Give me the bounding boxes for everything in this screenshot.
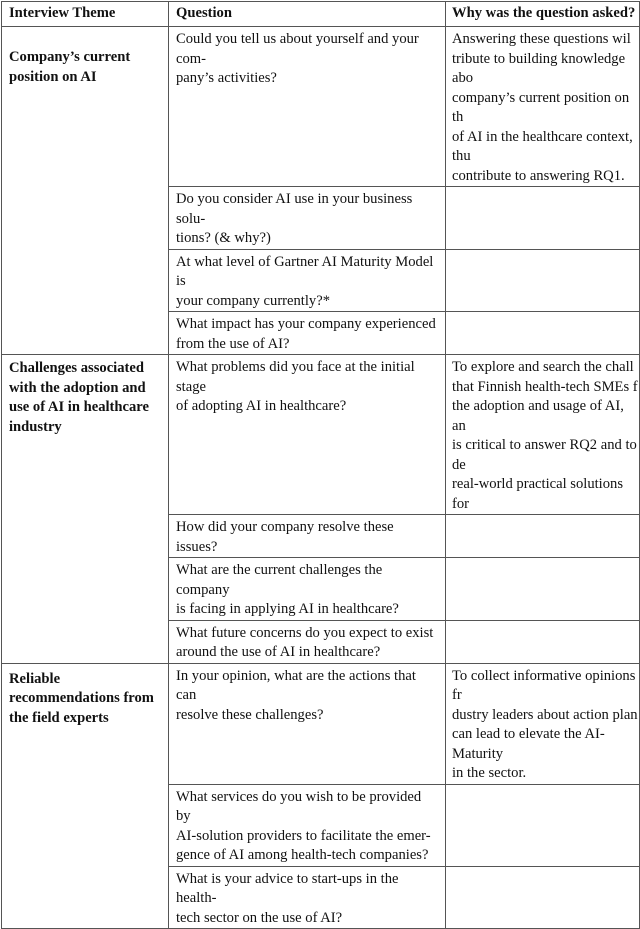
header-question: Question bbox=[169, 2, 446, 27]
question-cell: What is your advice to start-ups in the health- tech sector on the use of AI? bbox=[169, 866, 446, 929]
table-row bbox=[2, 27, 640, 187]
question-cell: Could you tell us about yourself and your com- pany’s activities? bbox=[169, 27, 446, 187]
question-cell: What are the current challenges the company is facing in applying AI in healthcare? bbox=[169, 558, 446, 621]
table-row bbox=[2, 663, 640, 784]
header-theme: Interview Theme bbox=[2, 2, 169, 27]
reason-cell-empty bbox=[446, 187, 640, 250]
question-cell: What services do you wish to be provided by AI-solution providers to facilitate the emer- gence of AI among health-tech companies? bbox=[169, 784, 446, 866]
reason-cell: To collect informative opinions fr dustry leaders about action plan can lead to elevate the AI-Maturity in the sector. bbox=[446, 663, 640, 784]
theme-cell: Reliable recommendations from the field experts bbox=[2, 663, 169, 929]
question-cell: What impact has your company experienced from the use of AI? bbox=[169, 312, 446, 355]
reason-cell-empty bbox=[446, 620, 640, 663]
question-cell: How did your company resolve these issues? bbox=[169, 515, 446, 558]
reason-cell-empty bbox=[446, 515, 640, 558]
header-row bbox=[2, 2, 640, 27]
header-reason: Why was the question asked? bbox=[446, 2, 640, 27]
table-row bbox=[2, 355, 640, 515]
theme-cell: Challenges associated with the adoption and use of AI in healthcare industry bbox=[2, 355, 169, 664]
reason-cell-empty bbox=[446, 558, 640, 621]
reason-cell: To explore and search the chall that Finnish health-tech SMEs f the adoption and usage of AI, an is critical to answer RQ2 and to de real-world practical solutions for bbox=[446, 355, 640, 515]
question-cell: In your opinion, what are the actions that can resolve these challenges? bbox=[169, 663, 446, 784]
reason-cell-empty bbox=[446, 312, 640, 355]
question-cell: Do you consider AI use in your business solu- tions? (& why?) bbox=[169, 187, 446, 250]
reason-cell: Answering these questions wil tribute to building knowledge abo company’s current position on th of AI in the healthcare context, thu contribute to answering RQ1. bbox=[446, 27, 640, 187]
question-cell: What future concerns do you expect to exist around the use of AI in healthcare? bbox=[169, 620, 446, 663]
reason-cell-empty bbox=[446, 866, 640, 929]
question-cell: What problems did you face at the initial stage of adopting AI in healthcare? bbox=[169, 355, 446, 515]
reason-cell-empty bbox=[446, 784, 640, 866]
interview-table bbox=[1, 1, 640, 929]
theme-cell: Company’s current position on AI bbox=[2, 27, 169, 355]
reason-cell-empty bbox=[446, 249, 640, 312]
question-cell: At what level of Gartner AI Maturity Model is your company currently?* bbox=[169, 249, 446, 312]
